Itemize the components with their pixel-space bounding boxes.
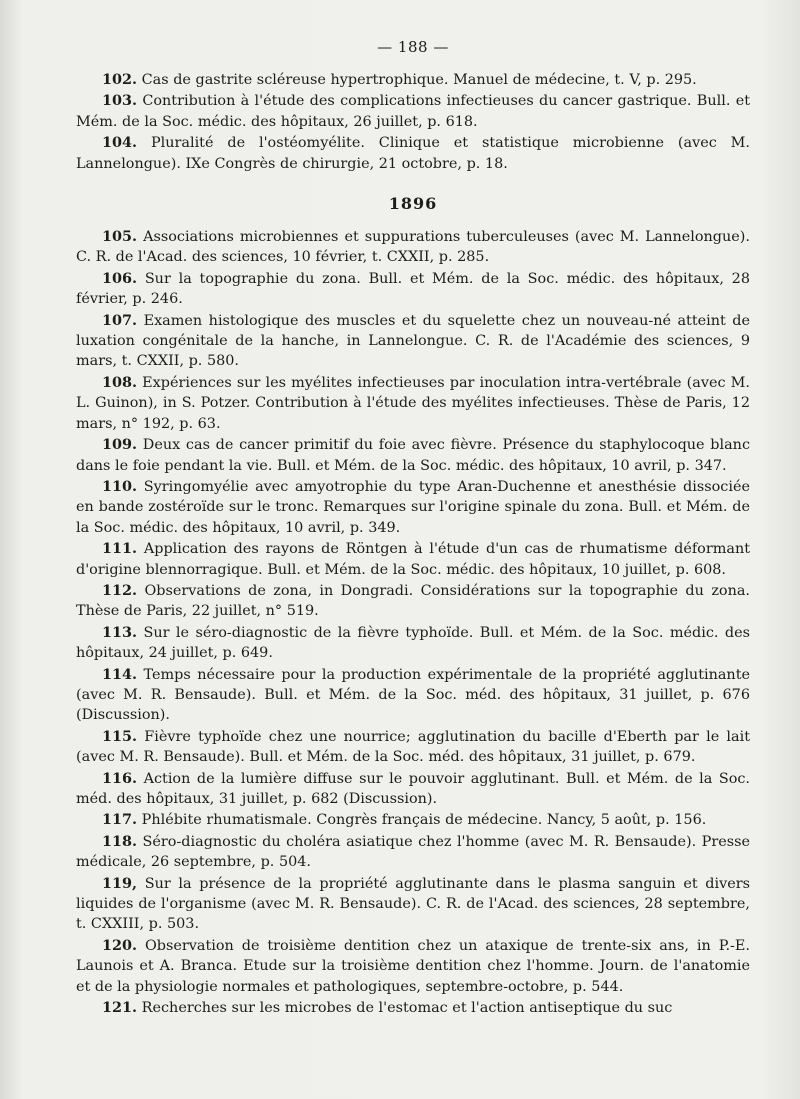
bibliography-entry [76, 311, 750, 372]
entry-number: 105. [102, 228, 138, 246]
bibliography-list-after [76, 227, 750, 1018]
entry-number: 103. [102, 92, 138, 110]
bibliography-entry [76, 373, 750, 434]
year-heading: 1896 [388, 194, 438, 214]
entry-text: Syringomyélie avec amyotrophie du type Aran-Duchenne et anesthésie dissociée en bande zostéroïde sur le tronc. Remarques sur l'origine spinale du zona. Bull. et Mém. de la Soc. médic. des hôpitaux, 10 avril, p. 349. [76, 478, 751, 536]
entry-number: 109. [102, 436, 138, 454]
entry-number: 119, [102, 874, 138, 892]
page-number: — 188 — [377, 38, 449, 56]
entry-text: Fièvre typhoïde chez une nourrice; agglutination du bacille d'Eberth par le lait (avec M. R. Bensaude). Bull. et Mém. de la Soc. méd. des hôpitaux, 31 juillet, p. 679. [76, 728, 750, 766]
entry-text: Observations de zona, in Dongradi. Considérations sur la topographie du zona. Thèse de Paris, 22 juillet, n° 519. [76, 582, 750, 620]
bibliography-entry [76, 91, 750, 132]
bibliography-entry [76, 269, 750, 310]
entry-number: 118. [102, 832, 138, 850]
entry-number: 104. [102, 134, 138, 152]
bibliography-entry [76, 810, 750, 830]
entry-number: 102. [102, 71, 138, 88]
entry-number: 108. [102, 373, 138, 391]
entry-number: 113. [102, 623, 138, 641]
bibliography-entry [76, 623, 750, 664]
bibliography-entry [76, 70, 750, 90]
entry-number: 114. [102, 665, 138, 683]
bibliography-entry [76, 435, 750, 476]
bibliography-entry [76, 665, 750, 726]
entry-number: 116. [102, 769, 138, 787]
entry-number: 112. [102, 581, 138, 599]
entry-text: Temps nécessaire pour la production expérimentale de la propriété agglutinante (avec M. R. Bensaude). Bull. et Mém. de la Soc. méd. des hôpitaux, 31 juillet, p. 676 (Discussion). [76, 666, 751, 724]
entry-number: 120. [102, 936, 138, 954]
entry-text: Associations microbiennes et suppurations tuberculeuses (avec M. Lannelongue). C. R. de l'Acad. des sciences, 10 février, t. CXXII, p. 285. [76, 229, 750, 266]
entry-text: Sur le séro-diagnostic de la fièvre typhoïde. Bull. et Mém. de la Soc. médic. des hôpitaux, 24 juillet, p. 649. [76, 624, 750, 662]
entry-text: Sur la topographie du zona. Bull. et Mém. de la Soc. médic. des hôpitaux, 28 février, p. 246. [76, 270, 750, 308]
bibliography-entry [76, 227, 750, 268]
entry-text: Observation de troisième dentition chez un ataxique de trente-six ans, in P.-E. Launois et A. Branca. Etude sur la troisième dentition chez l'homme. Journ. de l'anatomie et de la physiologie normales et pathologiques, septembre-octobre, p. 544. [76, 937, 750, 995]
bibliography-entry [76, 832, 750, 873]
bibliography-entry [76, 998, 750, 1018]
entry-number: 117. [102, 811, 138, 829]
entry-number: 106. [102, 269, 138, 287]
bibliography-entry [76, 133, 750, 174]
entry-text: Sur la présence de la propriété agglutinante dans le plasma sanguin et divers liquides de l'organisme (avec M. R. Bensaude). C. R. de l'Acad. des sciences, 28 septembre, t. CXXIII, p. 503. [76, 875, 750, 933]
entry-number: 115. [102, 727, 138, 745]
bibliography-entry [76, 581, 750, 622]
bibliography-list-before [76, 70, 750, 174]
bibliography-entry [76, 874, 750, 935]
entry-text: Deux cas de cancer primitif du foie avec fièvre. Présence du staphylocoque blanc dans le foie pendant la vie. Bull. et Mém. de la Soc. médic. des hôpitaux, 10 avril, p. 347. [76, 437, 750, 474]
bibliography-entry [76, 477, 750, 538]
entry-text: Cas de gastrite scléreuse hypertrophique. Manuel de médecine, t. V, p. 295. [141, 72, 697, 88]
entry-text: Examen histologique des muscles et du squelette chez un nouveau-né atteint de luxation congénitale de la hanche, in Lannelongue. C. R. de l'Académie des sciences, 9 mars, t. CXXII, p. 580. [76, 312, 751, 370]
bibliography-entry [76, 727, 750, 768]
entry-number: 121. [102, 999, 138, 1017]
entry-text: Application des rayons de Röntgen à l'étude d'un cas de rhumatisme déformant d'origine blennorragique. Bull. et Mém. de la Soc. médic. des hôpitaux, 10 juillet, p. 608. [76, 541, 750, 578]
entry-text: Expériences sur les myélites infectieuses par inoculation intra-vertébrale (avec M. L. Guinon), in S. Potzer. Contribution à l'étude des myélites infectieuses. Thèse de Paris, 12 mars, n° 192, p. 63. [76, 374, 750, 432]
entry-text: Séro-diagnostic du choléra asiatique chez l'homme (avec M. R. Bensaude). Presse médicale, 26 septembre, p. 504. [76, 833, 751, 871]
entry-number: 107. [102, 311, 138, 329]
entry-number: 111. [102, 540, 138, 558]
entry-text: Contribution à l'étude des complications infectieuses du cancer gastrique. Bull. et Mém. de la Soc. médic. des hôpitaux, 26 juillet, p. 618. [76, 93, 750, 130]
bibliography-entry [76, 539, 750, 580]
entry-text: Pluralité de l'ostéomyélite. Clinique et statistique microbienne (avec M. Lannelongue). IXe Congrès de chirurgie, 21 octobre, p. 18. [76, 135, 750, 172]
bibliography-entry [76, 936, 750, 997]
bibliography-entry [76, 769, 750, 810]
entry-text: Action de la lumière diffuse sur le pouvoir agglutinant. Bull. et Mém. de la Soc. méd. des hôpitaux, 31 juillet, p. 682 (Discussion). [76, 770, 751, 807]
entry-number: 110. [102, 477, 138, 495]
entry-text: Phlébite rhumatismale. Congrès français de médecine. Nancy, 5 août, p. 156. [141, 812, 707, 829]
entry-text: Recherches sur les microbes de l'estomac et l'action antiseptique du suc [141, 1000, 673, 1017]
